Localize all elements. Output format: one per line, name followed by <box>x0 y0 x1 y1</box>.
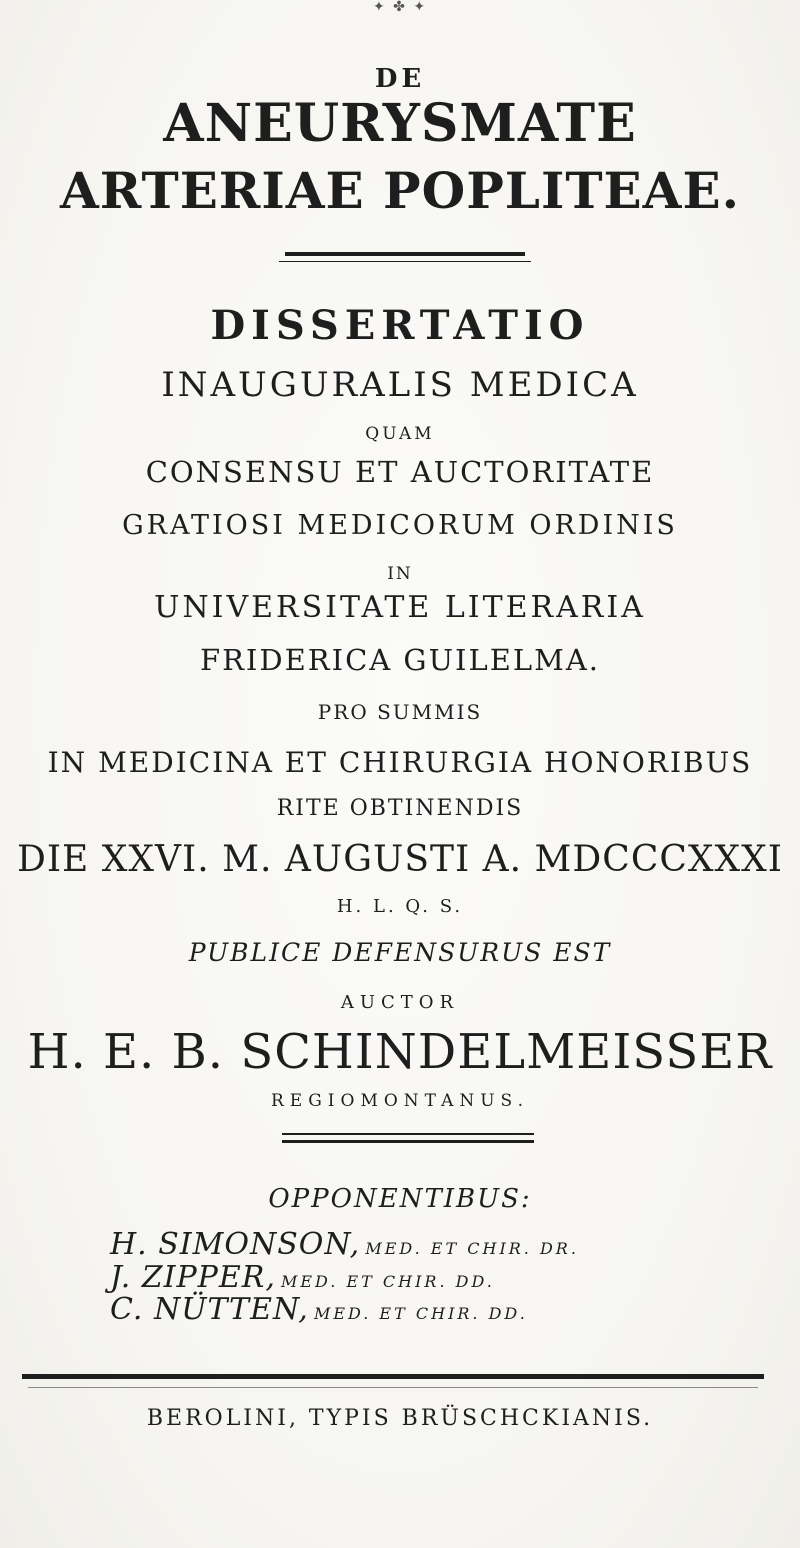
hlqs-line: H. L. Q. S. <box>336 896 464 917</box>
imprint-line: BEROLINI, TYPIS BRÜSCHCKIANIS. <box>146 1406 654 1431</box>
author-origin: REGIOMONTANUS. <box>271 1091 529 1111</box>
title-preposition: DE <box>374 64 426 94</box>
opponent-row <box>110 1292 710 1327</box>
auctor-label: AUCTOR <box>340 992 460 1013</box>
date-line: DIE XXVI. M. AUGUSTI A. MDCCCXXXI <box>16 839 784 880</box>
opponent-degree: MED. ET CHIR. DD. <box>280 1272 495 1291</box>
friderica-line: FRIDERICA GUILELMA. <box>199 643 601 677</box>
opponents-divider <box>282 1133 534 1135</box>
medicina-line: IN MEDICINA ET CHIRURGIA HONORIBUS <box>47 746 753 779</box>
inauguralis-line: INAUGURALIS MEDICA <box>161 365 639 405</box>
opponent-row <box>110 1227 710 1262</box>
publice-line: PUBLICE DEFENSURUS EST <box>188 938 612 967</box>
title-divider <box>285 252 525 256</box>
opponent-name: C. NÜTTEN, <box>110 1292 309 1327</box>
universitate-line: UNIVERSITATE LITERARIA <box>154 590 646 625</box>
author-name: H. E. B. SCHINDELMEISSER <box>27 1024 773 1080</box>
rite-line: RITE OBTINENDIS <box>276 796 524 821</box>
opponent-degree: MED. ET CHIR. DD. <box>313 1304 528 1323</box>
opponent-row <box>110 1260 710 1295</box>
main-title-line-2: ARTERIAE POPLITEAE. <box>60 161 740 220</box>
gratiosi-line: GRATIOSI MEDICORUM ORDINIS <box>122 510 678 541</box>
imprint-divider <box>22 1374 764 1379</box>
dissertatio-heading: DISSERTATIO <box>210 302 590 349</box>
consensu-line: CONSENSU ET AUCTORITATE <box>145 455 655 489</box>
pro-summis-line: PRO SUMMIS <box>317 700 483 724</box>
ornament: ✦ ✤ ✦ <box>372 0 428 15</box>
opponents-heading: OPPONENTIBUS: <box>268 1184 532 1214</box>
opponent-name: J. ZIPPER, <box>110 1260 276 1295</box>
opponent-name: H. SIMONSON, <box>110 1227 361 1262</box>
in-line: IN <box>387 564 413 584</box>
main-title-line-1: ANEURYSMATE <box>163 93 637 154</box>
quam-line: QUAM <box>365 424 435 444</box>
opponent-degree: MED. ET CHIR. DR. <box>365 1239 579 1258</box>
